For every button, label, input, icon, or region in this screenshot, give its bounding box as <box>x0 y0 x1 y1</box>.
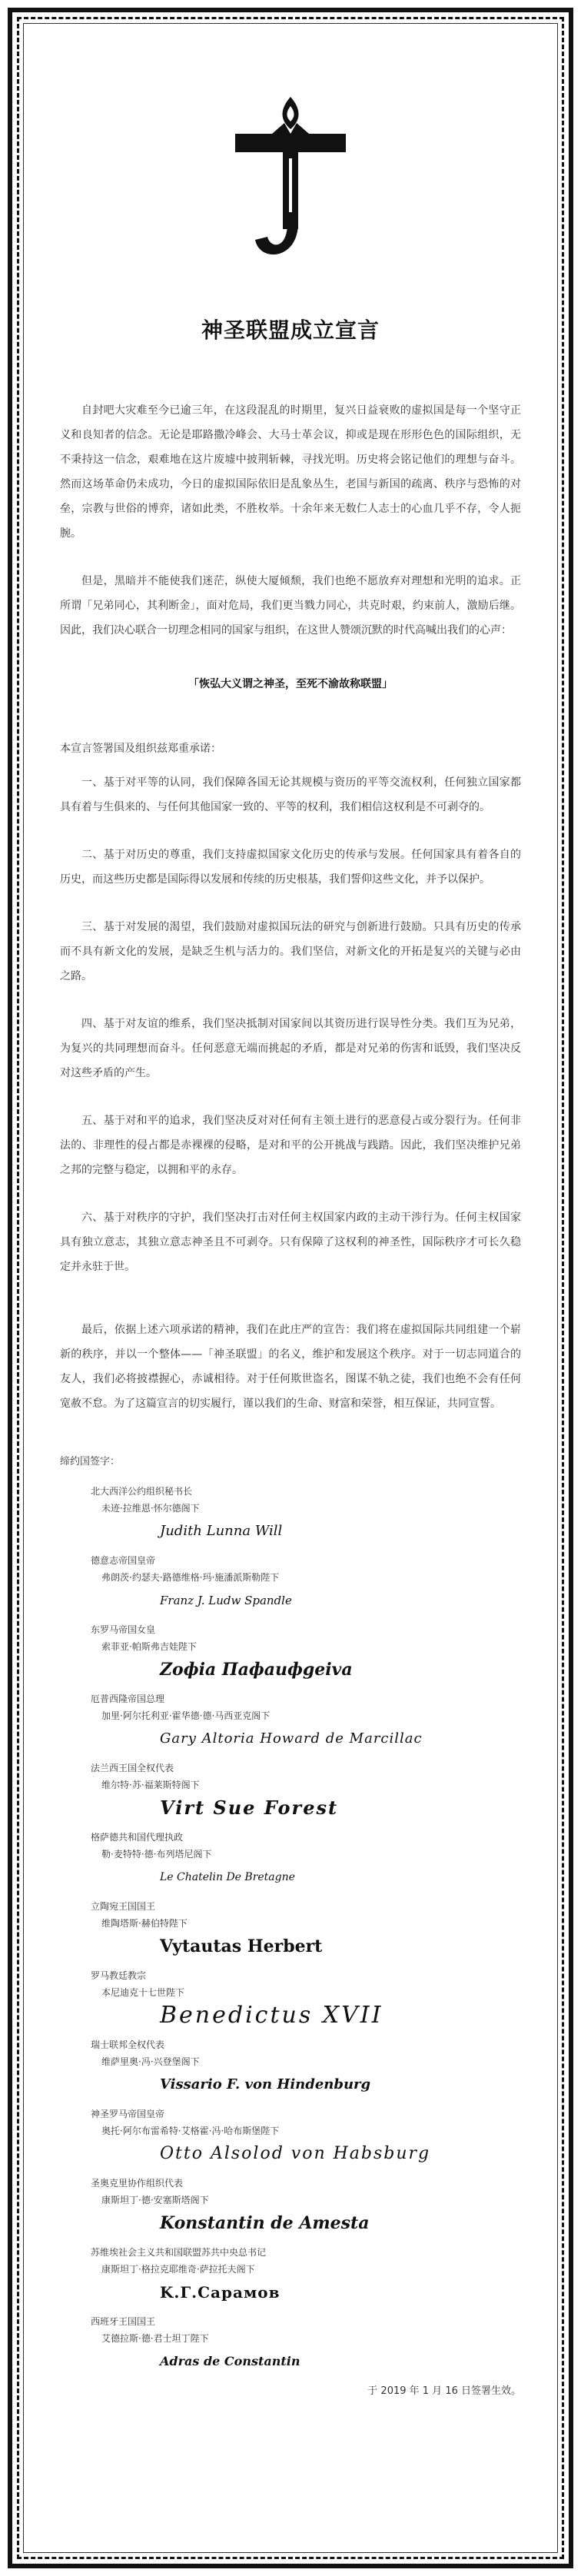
intro-paragraph-1: 自封吧大灾难至今已逾三年，在这段混乱的时期里，复兴日益衰败的虚拟国是每一个坚守正义和良知者的信念。无论是耶路撒冷峰会、大马士革会议，抑或是现在形形色色的国际组织，无不秉持这一信念，艰难地在这片废墟中披荆斩棘，寻找光明。历史将会铭记他们的理想与奋斗。然而这场革命仍未成功，今日的虚拟国际依旧是乱象丛生，老国与新国的疏离、秩序与恐怖的对垒，宗教与世俗的博弈，诸如此类，不胜枚举。十余年来无数仁人志士的心血几乎不存，令人扼腕。 <box>60 404 521 540</box>
handwritten-signature: Le Chatelin De Bretagne <box>160 1871 295 1883</box>
signatories-title: 缔约国签字： <box>60 1456 121 1467</box>
signatory-org: 东罗马帝国女皇 <box>91 1624 156 1635</box>
signatory-org: 瑞士联邦全权代表 <box>91 2039 165 2050</box>
handwritten-signature: Franz J. Ludw Spandle <box>160 1594 292 1607</box>
signatory <box>91 1829 521 1890</box>
signatory <box>91 2313 521 2375</box>
document-content <box>60 46 521 2397</box>
commitment-5: 五、基于对和平的追求，我们坚决反对对任何有主领土进行的恶意侵占或分裂行为。任何非法的、非理性的侵占都是赤裸裸的侵略，是对和平的公开挑战与践踏。因此，我们坚决维护兄弟之邦的完整与稳定，以拥和平的永存。 <box>60 1115 521 1176</box>
cross-j-emblem-icon <box>229 92 352 269</box>
signatory-person: 索菲亚·帕斯弗吉娃陛下 <box>101 1641 197 1652</box>
signing-date: 于 2019 年 1 月 16 日签署生效。 <box>367 2385 521 2397</box>
signatory-org: 立陶宛王国国王 <box>91 1901 156 1912</box>
signatory-person: 康斯坦丁·格拉克耶维奇·萨拉托夫阁下 <box>101 2264 255 2275</box>
signatory-org: 北大西洋公约组织秘书长 <box>91 1486 193 1497</box>
handwritten-signature: Virt Sue Forest <box>160 1797 339 1819</box>
signatory-person: 奥托·阿尔布雷希特·艾格霍·冯·哈布斯堡陛下 <box>101 2126 280 2136</box>
handwritten-signature: Zoфia Пафаифgeiva <box>160 1660 353 1680</box>
slogan: 「恢弘大义谓之神圣，至死不渝故称联盟」 <box>188 678 393 690</box>
closing-paragraph: 最后，依据上述六项承诺的精神，我们在此庄严的宣告：我们将在虚拟国际共同组建一个崭新的秩序，并以一个整体——「神圣联盟」的名义，维护和发展这个秩序。对于一切志同道合的友人，我们必将披襟握心，赤诚相待。对于任何欺世盗名，图谋不轨之徒，我们也绝不会有任何宽赦不怠。为了这篇宣言的切实履行，谨以我们的生命、财富和荣誉，相互保证，共同宣誓。 <box>60 1324 521 1410</box>
signatory-org: 德意志帝国皇帝 <box>91 1555 156 1566</box>
handwritten-signature: Vytautas Herbert <box>160 1936 323 1956</box>
handwritten-signature: Adras de Constantin <box>160 2354 300 2368</box>
signatory-person: 康斯坦丁·德·安塞斯塔阁下 <box>101 2195 209 2205</box>
handwritten-signature: Konstantin de Amesta <box>160 2213 370 2233</box>
handwritten-signature: K.Г.Сарамов <box>160 2283 281 2302</box>
handwritten-signature: Judith Lunna Will <box>160 1523 283 1539</box>
signatory <box>91 2244 521 2305</box>
signatory-person: 维尔特·苏·福莱斯特阁下 <box>101 1780 200 1790</box>
commitment-6: 六、基于对秩序的守护，我们坚决打击对任何主权国家内政的主动干涉行为。任何主权国家具有独立意志，其独立意志神圣且不可剥夺。只有保障了这权利的神圣性，国际秩序才可长久稳定并永驻于世。 <box>60 1212 521 1273</box>
signatory-list <box>60 1483 521 2375</box>
signatory-person: 弗朗茨·约瑟夫·路德维格·玛·施潘派斯勒陛下 <box>101 1572 280 1583</box>
intro-paragraph-2: 但是，黑暗并不能使我们迷茫，纵使大厦倾颓，我们也绝不愿放弃对理想和光明的追求。正所谓「兄弟同心，其利断金」，面对危局，我们更当戮力同心，共克时艰，约束前人，激励后继。因此，我们决心联合一切理念相同的国家与组织，在这世人赞颂沉默的时代高喊出我们的心声： <box>60 575 521 637</box>
signatory <box>91 1690 521 1752</box>
signatory-person: 维陶塔斯·赫伯特陛下 <box>101 1918 188 1929</box>
signatory-person: 本尼迪克十七世陛下 <box>101 1987 185 1998</box>
handwritten-signature: Vissario F. von Hindenburg <box>160 2076 371 2092</box>
signatory <box>91 1483 521 1544</box>
signatory <box>91 1898 521 1959</box>
signatory <box>91 2036 521 2098</box>
signatory <box>91 1760 521 1821</box>
commitment-1: 一、基于对平等的认同，我们保障各国无论其规模与资历的平等交流权利，任何独立国家都具有着与生俱来的、与任何其他国家一致的、平等的权利，我们相信这权利是不可剥夺的。 <box>60 776 521 813</box>
signatory <box>91 1552 521 1614</box>
handwritten-signature: Otto Alsolod von Habsburg <box>160 2144 431 2163</box>
handwritten-signature: Gary Altoria Howard de Marcillac <box>160 1730 423 1747</box>
signatory-org: 神圣罗马帝国皇帝 <box>91 2109 165 2119</box>
signatory-org: 格萨德共和国代理执政 <box>91 1832 184 1843</box>
handwritten-signature: Benedictus XVII <box>160 2002 383 2029</box>
signatory-org: 圣奥克里协作组织代表 <box>91 2178 184 2189</box>
commitments-intro: 本宣言签署国及组织兹郑重承诺： <box>60 743 221 755</box>
signatory-person: 加里·阿尔托利亚·霍华德·德·马西亚克阁下 <box>101 1710 271 1721</box>
signatory-org: 罗马教廷教宗 <box>91 1970 147 1981</box>
signatory <box>91 2175 521 2236</box>
signatory-person: 勒·麦特特·德·布列塔尼阁下 <box>101 1849 212 1860</box>
commitment-3: 三、基于对发展的渴望，我们鼓励对虚拟国玩法的研究与创新进行鼓励。只具有历史的传承而不具有新文化的发展，是缺乏生机与活力的。我们坚信，对新文化的开拓是复兴的关键与必由之路。 <box>60 921 521 982</box>
commitment-2: 二、基于对历史的尊重，我们支持虚拟国家文化历史的传承与发展。任何国家具有着各自的历史，而这些历史都是国际得以发展和传续的历史根基，我们誓仰这些文化，并予以保护。 <box>60 849 521 886</box>
signatory-person: 艾德拉斯·德·君士坦丁陛下 <box>101 2333 209 2344</box>
signatory <box>91 2106 521 2167</box>
signatory-person: 维萨里奥·冯·兴登堡阁下 <box>101 2056 200 2067</box>
signatory-org: 西班牙王国国王 <box>91 2316 156 2327</box>
signatory-org: 法兰西王国全权代表 <box>91 1763 174 1773</box>
signatory-org: 厄普西隆帝国总理 <box>91 1694 165 1704</box>
signatory <box>91 1621 521 1683</box>
signatory <box>91 1967 521 2029</box>
commitment-4: 四、基于对友谊的维系，我们坚决抵制对国家间以其资历进行误导性分类。我们互为兄弟，为复兴的共同理想而奋斗。任何恶意无端而挑起的矛盾，都是对兄弟的伤害和诋毁，我们坚决反对这些矛盾的产生。 <box>60 1018 521 1079</box>
document-title: 神圣联盟成立宣言 <box>201 317 380 343</box>
signatory-person: 未迹·拉维恩·怀尔德阁下 <box>101 1503 200 1514</box>
signatory-org: 苏维埃社会主义共和国联盟苏共中央总书记 <box>91 2247 267 2258</box>
